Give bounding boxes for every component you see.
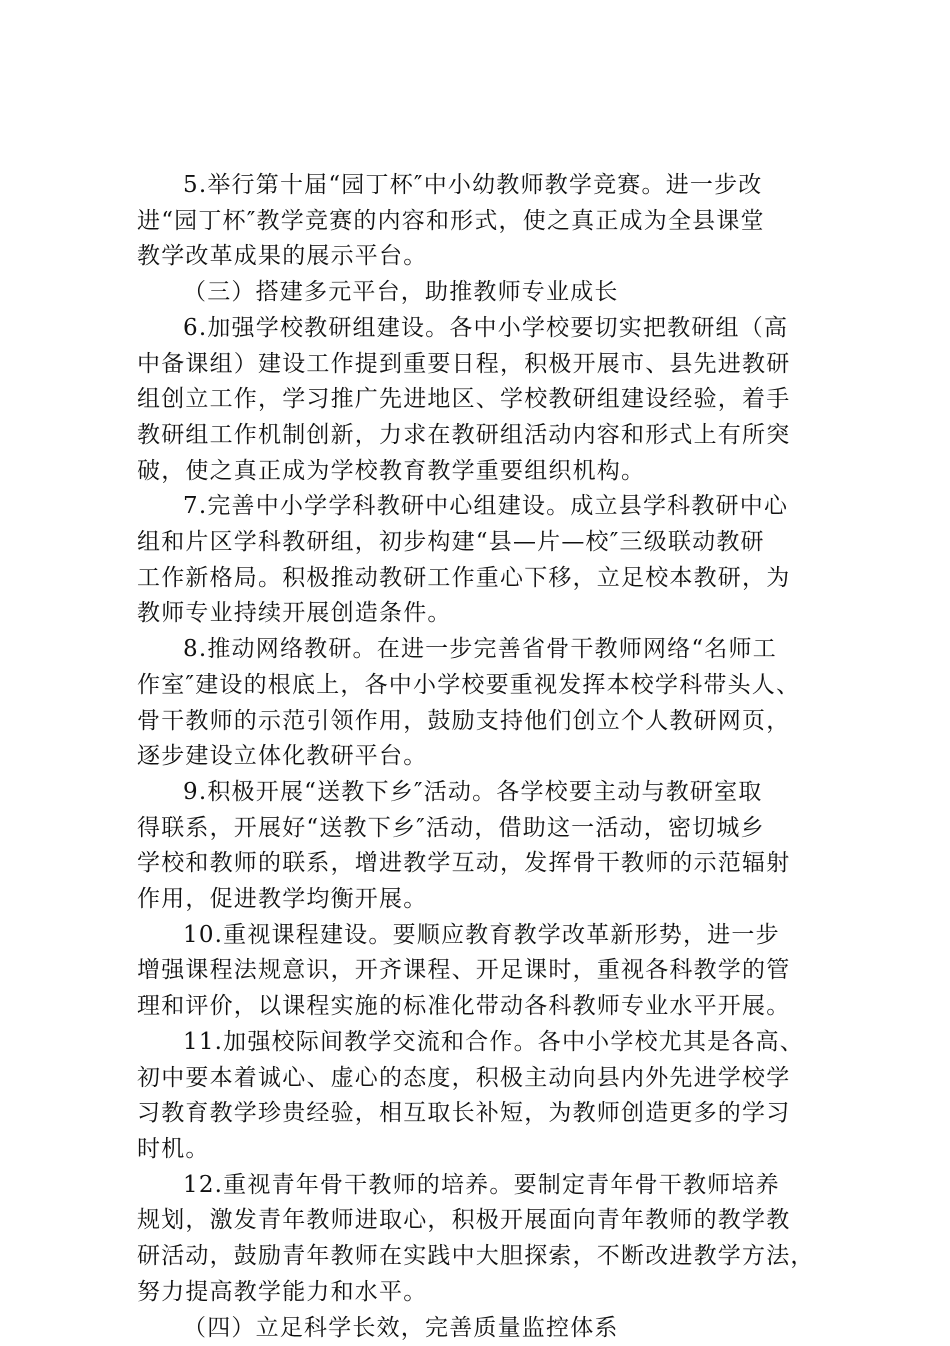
text-line: 习教育教学珍贵经验，相互取长补短，为教师创造更多的学习 bbox=[137, 1096, 827, 1132]
text-line: 6.加强学校教研组建设。各中小学校要切实把教研组（高 bbox=[137, 311, 827, 347]
paragraph-item-8 bbox=[137, 632, 827, 775]
text-line: 研活动，鼓励青年教师在实践中大胆探索，不断改进教学方法， bbox=[137, 1239, 827, 1275]
paragraph-item-12 bbox=[137, 1168, 827, 1311]
text-line: 规划，激发青年教师进取心，积极开展面向青年教师的教学教 bbox=[137, 1203, 827, 1239]
text-line: 10.重视课程建设。要顺应教育教学改革新形势，进一步 bbox=[137, 918, 827, 954]
text-line: 作室″建设的根底上，各中小学校要重视发挥本校学科带头人、 bbox=[137, 668, 827, 704]
text-line: 教师专业持续开展创造条件。 bbox=[137, 596, 827, 632]
text-line: 进“园丁杯″教学竞赛的内容和形式，使之真正成为全县课堂 bbox=[137, 204, 827, 240]
text-line: 12.重视青年骨干教师的培养。要制定青年骨干教师培养 bbox=[137, 1168, 827, 1204]
text-line: 教研组工作机制创新，力求在教研组活动内容和形式上有所突 bbox=[137, 418, 827, 454]
text-line: 组和片区学科教研组，初步构建“县—片—校″三级联动教研 bbox=[137, 525, 827, 561]
text-line: 11.加强校际间教学交流和合作。各中小学校尤其是各高、 bbox=[137, 1025, 827, 1061]
text-line: 时机。 bbox=[137, 1132, 827, 1168]
text-line: 组创立工作，学习推广先进地区、学校教研组建设经验，着手 bbox=[137, 382, 827, 418]
text-line: 逐步建设立体化教研平台。 bbox=[137, 739, 827, 775]
section-heading-4 bbox=[137, 1311, 827, 1346]
text-line: 理和评价，以课程实施的标准化带动各科教师专业水平开展。 bbox=[137, 989, 827, 1025]
paragraph-item-9 bbox=[137, 775, 827, 918]
text-line: 努力提高教学能力和水平。 bbox=[137, 1275, 827, 1311]
text-line: 9.积极开展“送教下乡″活动。各学校要主动与教研室取 bbox=[137, 775, 827, 811]
section-heading-3 bbox=[137, 275, 827, 311]
text-line: 教学改革成果的展示平台。 bbox=[137, 239, 827, 275]
heading-text: （三）搭建多元平台，助推教师专业成长 bbox=[137, 275, 827, 311]
text-line: 学校和教师的联系，增进教学互动，发挥骨干教师的示范辐射 bbox=[137, 846, 827, 882]
text-line: 增强课程法规意识，开齐课程、开足课时，重视各科教学的管 bbox=[137, 953, 827, 989]
text-line: 骨干教师的示范引领作用，鼓励支持他们创立个人教研网页， bbox=[137, 704, 827, 740]
text-line: 7.完善中小学学科教研中心组建设。成立县学科教研中心 bbox=[137, 489, 827, 525]
text-line: 8.推动网络教研。在进一步完善省骨干教师网络“名师工 bbox=[137, 632, 827, 668]
paragraph-item-10 bbox=[137, 918, 827, 1025]
paragraph-item-11 bbox=[137, 1025, 827, 1168]
text-line: 工作新格局。积极推动教研工作重心下移，立足校本教研，为 bbox=[137, 561, 827, 597]
heading-text: （四）立足科学长效，完善质量监控体系 bbox=[137, 1311, 827, 1346]
paragraph-item-6 bbox=[137, 311, 827, 490]
text-line: 中备课组）建设工作提到重要日程，积极开展市、县先进教研 bbox=[137, 347, 827, 383]
paragraph-item-5 bbox=[137, 168, 827, 275]
paragraph-item-7 bbox=[137, 489, 827, 632]
text-line: 得联系，开展好“送教下乡″活动，借助这一活动，密切城乡 bbox=[137, 811, 827, 847]
text-line: 作用，促进教学均衡开展。 bbox=[137, 882, 827, 918]
text-line: 5.举行第十届“园丁杯″中小幼教师教学竞赛。进一步改 bbox=[137, 168, 827, 204]
text-line: 初中要本着诚心、虚心的态度，积极主动向县内外先进学校学 bbox=[137, 1061, 827, 1097]
document-body bbox=[137, 168, 827, 1346]
text-line: 破，使之真正成为学校教育教学重要组织机构。 bbox=[137, 454, 827, 490]
